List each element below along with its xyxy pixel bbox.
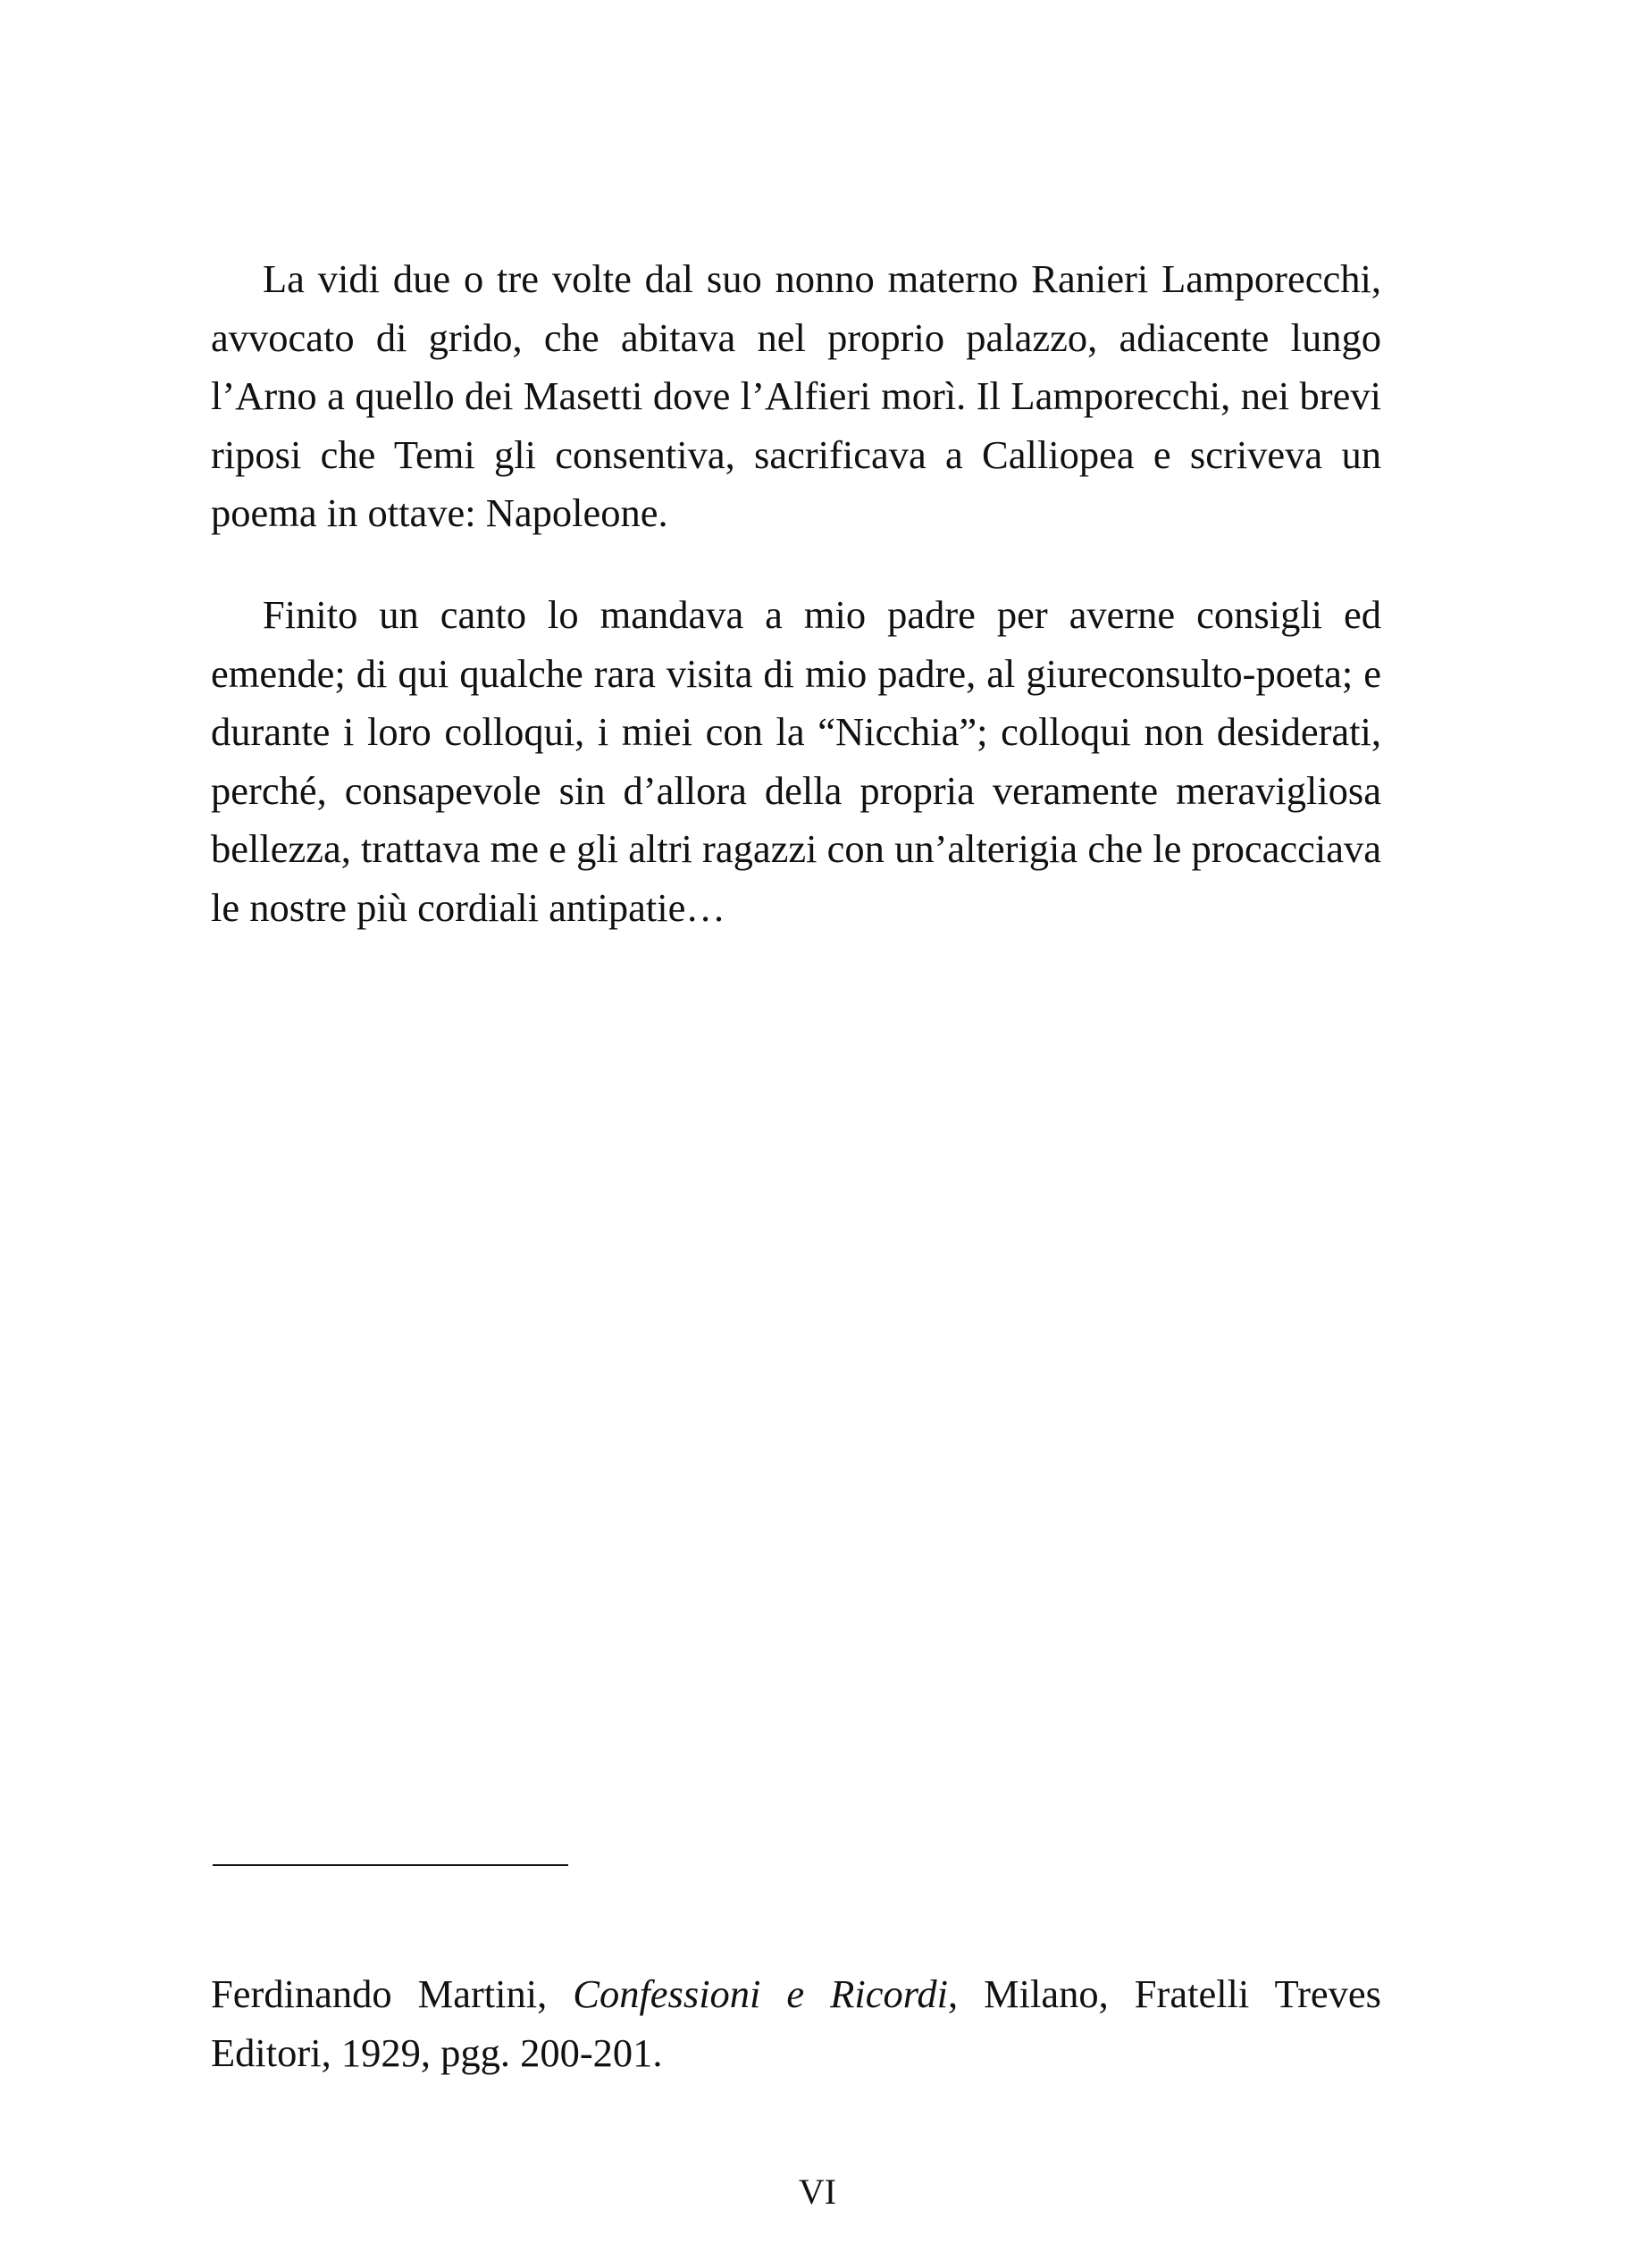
footnote-title: Confessioni e Ricordi bbox=[573, 1971, 948, 2016]
footnote-publication: , Milano, Fratelli Treves Editori, 1929, pgg. 200-201. bbox=[211, 1971, 1381, 2075]
paragraph-text: Finito un canto lo mandava a mio padre per averne consigli ed emende; di qui qualche rara visita di mio padre, al giureconsulto-poeta; e durante i loro colloqui, i miei con la “Nicchia”; colloqui non desiderati, perché, consapevole sin d’allora della propria veramente meravigliosa bellezza, trattava me e gli altri ragazzi con un’alterigia che le procacciava le nostre più cordiali antipatie… bbox=[211, 592, 1381, 930]
footnote bbox=[211, 1965, 1381, 2082]
footnote-separator bbox=[213, 1864, 568, 1866]
page-number: VI bbox=[798, 2172, 837, 2212]
footnote-author: Ferdinando Martini, bbox=[211, 1971, 574, 2016]
body-paragraph-1 bbox=[211, 250, 1381, 543]
paragraph-text: La vidi due o tre volte dal suo nonno materno Ranieri Lamporecchi, avvocato di grido, che abitava nel proprio palazzo, adiacente lungo l’Arno a quello dei Masetti dove l’Alfieri morì. Il Lamporecchi, nei brevi riposi che Temi gli consentiva, sacrificava a Calliopea e scriveva un poema in ottave: Napoleone. bbox=[211, 256, 1381, 536]
body-paragraph-2 bbox=[211, 586, 1381, 938]
